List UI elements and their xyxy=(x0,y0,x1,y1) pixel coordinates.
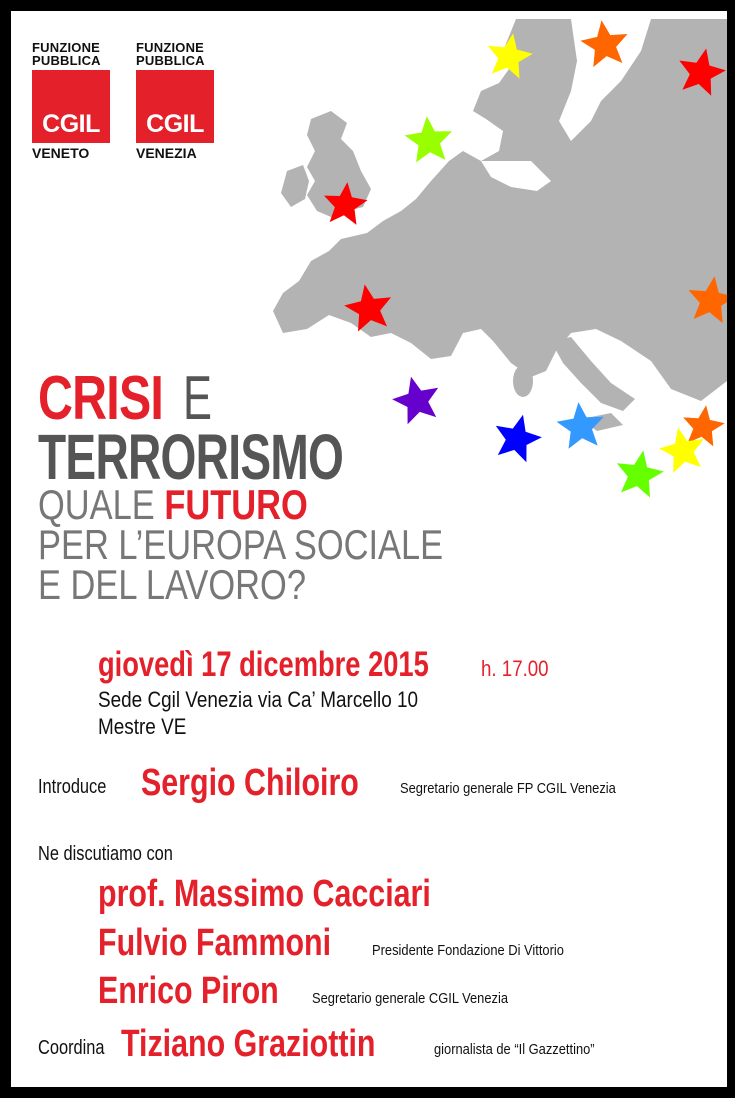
star-icon xyxy=(617,450,664,497)
coordina-name: Tiziano Graziottin xyxy=(121,1023,376,1065)
title-quale: QUALE xyxy=(38,481,165,528)
event-title xyxy=(38,364,532,608)
logo-red-box xyxy=(136,70,214,143)
title-line-3 xyxy=(38,481,443,528)
logo-region: VENETO xyxy=(32,145,90,161)
star-icon xyxy=(405,116,452,162)
title-e: E xyxy=(183,364,212,433)
title-line-1 xyxy=(38,364,532,433)
speaker-row-2 xyxy=(98,922,564,964)
venue-line-2: Mestre VE xyxy=(98,714,187,739)
coordina-row xyxy=(38,1023,595,1065)
discuss-row xyxy=(38,843,203,866)
title-terrorismo: TERRORISMO xyxy=(38,421,344,493)
title-line-4: PER L’EUROPA SOCIALE xyxy=(38,521,444,568)
logo-brand: CGIL xyxy=(146,110,204,138)
title-crisi: CRISI xyxy=(38,364,164,433)
introduce-name: Sergio Chiloiro xyxy=(141,762,359,804)
introduce-role: Segretario generale FP CGIL Venezia xyxy=(400,780,616,797)
poster-page xyxy=(11,11,727,1087)
speaker-name: Fulvio Fammoni xyxy=(98,922,332,964)
speaker-row-3 xyxy=(98,970,509,1012)
logo-region: VENEZIA xyxy=(136,145,197,161)
event-date-text: giovedì 17 dicembre 2015 xyxy=(98,645,429,684)
event-date xyxy=(98,645,549,684)
event-venue xyxy=(98,686,418,740)
title-futuro: FUTURO xyxy=(164,481,308,528)
introduce-row xyxy=(38,762,616,804)
event-hour: h. 17.00 xyxy=(481,656,549,681)
logo-top-text-1: FUNZIONE xyxy=(136,40,205,55)
logo-brand: CGIL xyxy=(42,110,100,138)
logo-top-text-2: PUBBLICA xyxy=(32,53,101,68)
speaker-row-1 xyxy=(98,874,514,914)
star-icon xyxy=(683,405,725,446)
speaker-name: prof. Massimo Cacciari xyxy=(98,873,431,915)
title-line-5: E DEL LAVORO? xyxy=(38,561,306,608)
venue-line-1: Sede Cgil Venezia via Ca’ Marcello 10 xyxy=(98,687,419,712)
logo-red-box xyxy=(32,70,110,143)
speaker-name: Enrico Piron xyxy=(98,970,279,1012)
coordina-role: giornalista de “Il Gazzettino” xyxy=(434,1041,595,1058)
speaker-role: Segretario generale CGIL Venezia xyxy=(312,990,509,1007)
logo-top-text-1: FUNZIONE xyxy=(32,40,101,55)
discuss-label: Ne discutiamo con xyxy=(38,843,173,865)
logo-top-text-2: PUBBLICA xyxy=(136,53,205,68)
coordina-label: Coordina xyxy=(38,1037,105,1059)
logo-fp-cgil-veneto xyxy=(32,41,118,160)
speaker-role: Presidente Fondazione Di Vittorio xyxy=(372,942,564,959)
logo-fp-cgil-venezia xyxy=(136,41,222,160)
introduce-label: Introduce xyxy=(38,776,107,798)
